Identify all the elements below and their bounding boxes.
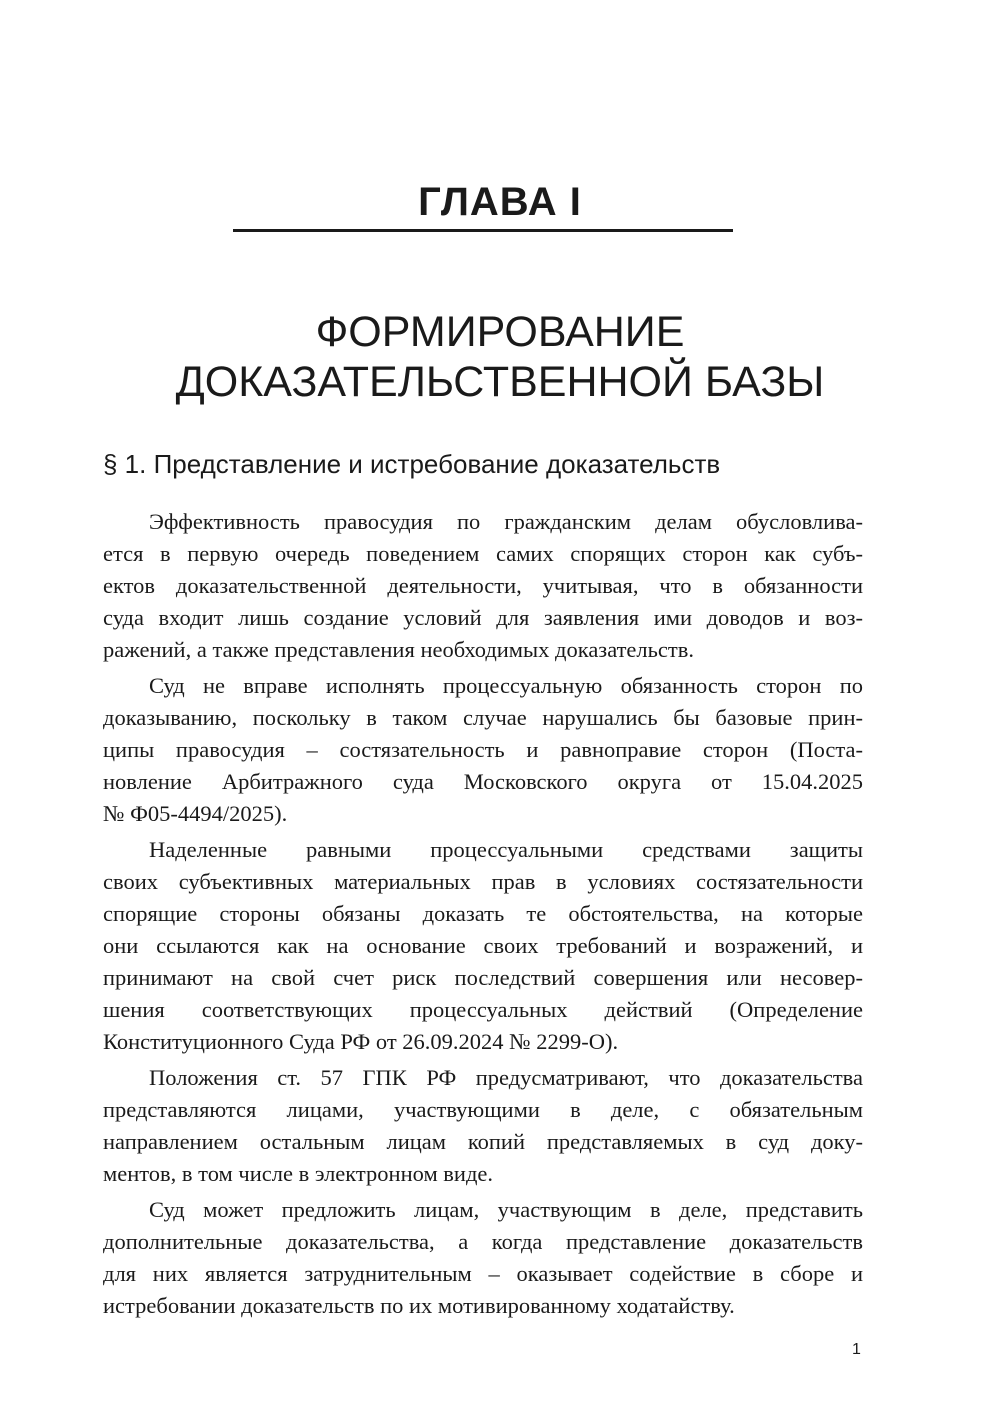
chapter-title-line: ФОРМИРОВАНИЕ (315, 308, 685, 356)
text-line: своих субъективных материальных прав в условиях состязательности (103, 869, 863, 894)
text-line: истребовании доказательств по их мотивированному ходатайству. (103, 1293, 735, 1318)
text-line: для них является затруднительным – оказывает содействие в сборе и (103, 1261, 863, 1286)
chapter-title (0, 307, 1000, 407)
text-line: ражений, а также представления необходимых доказательств. (103, 637, 694, 662)
text-line: Суд может предложить лицам, участвующим в деле, представить (149, 1197, 863, 1222)
text-line: Положения ст. 57 ГПК РФ предусматривают, что доказательства (149, 1065, 863, 1090)
text-line: направлением остальным лицам копий представляемых в суд доку- (103, 1129, 863, 1154)
text-line: Конституционного Суда РФ от 26.09.2024 № 2299-О). (103, 1029, 619, 1054)
text-line: спорящие стороны обязаны доказать те обстоятельства, на которые (103, 901, 863, 926)
paragraph (103, 670, 863, 830)
chapter-label: ГЛАВА I (418, 180, 582, 224)
page-number: 1 (852, 1341, 861, 1358)
text-line: представляются лицами, участвующими в деле, с обязательным (103, 1097, 863, 1122)
chapter-title-line: ДОКАЗАТЕЛЬСТВЕННОЙ БАЗЫ (175, 358, 825, 406)
chapter-divider (233, 229, 733, 232)
text-line: ципы правосудия – состязательность и равноправие сторон (Поста- (103, 737, 863, 762)
paragraph (103, 1062, 863, 1190)
body-text (103, 506, 863, 1326)
paragraph (103, 506, 863, 666)
text-line: Суд не вправе исполнять процессуальную обязанность сторон по (149, 673, 863, 698)
text-line: № Ф05-4494/2025). (103, 801, 288, 826)
text-line: доказыванию, поскольку в таком случае нарушались бы базовые прин- (103, 705, 863, 730)
text-line: они ссылаются как на основание своих требований и возражений, и (103, 933, 863, 958)
text-line: Эффективность правосудия по гражданским делам обусловлива- (149, 509, 863, 534)
paragraph (103, 834, 863, 1058)
text-line: суда входит лишь создание условий для заявления ими доводов и воз- (103, 605, 863, 630)
text-line: шения соответствующих процессуальных действий (Определение (103, 997, 863, 1022)
section-heading: § 1. Представление и истребование доказательств (103, 449, 721, 479)
text-line: ется в первую очередь поведением самих спорящих сторон как субъ- (103, 541, 863, 566)
text-line: Наделенные равными процессуальными средствами защиты (149, 837, 863, 862)
text-line: дополнительные доказательства, а когда представление доказательств (103, 1229, 863, 1254)
text-line: принимают на свой счет риск последствий совершения или несовер- (103, 965, 863, 990)
text-line: ектов доказательственной деятельности, учитывая, что в обязанности (103, 573, 863, 598)
text-line: ментов, в том числе в электронном виде. (103, 1161, 494, 1186)
text-line: новление Арбитражного суда Московского округа от 15.04.2025 (103, 769, 863, 794)
paragraph (103, 1194, 863, 1322)
